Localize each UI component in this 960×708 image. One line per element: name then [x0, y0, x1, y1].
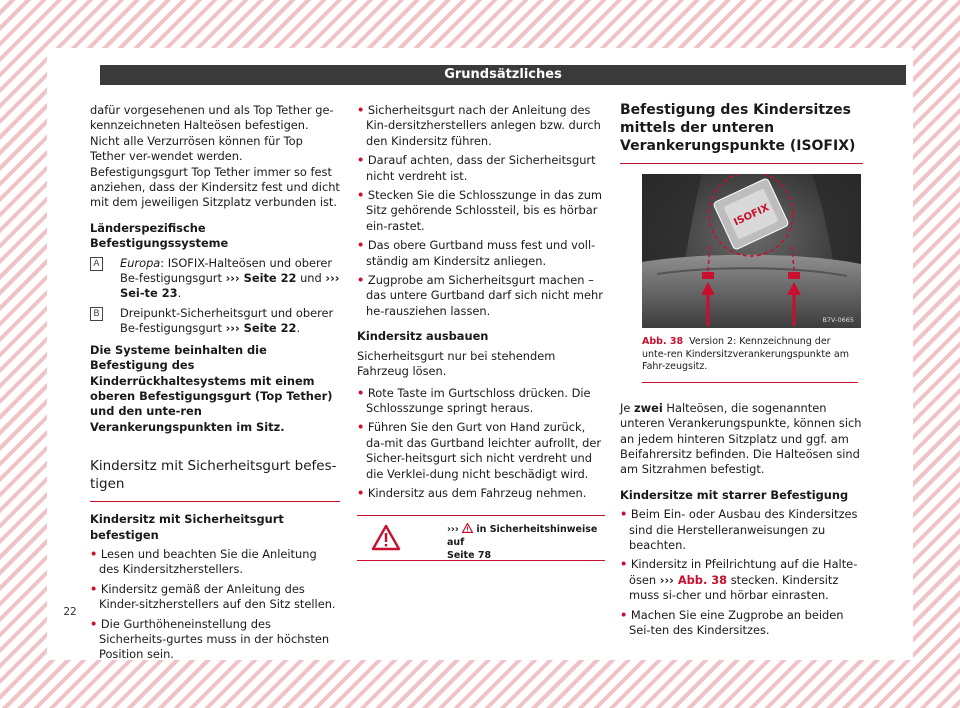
list-item: • Zugprobe am Sicherheitsgurt machen – das untere Gurtband darf sich nicht mehr he-rausziehen lassen.: [357, 273, 603, 318]
bullet-icon: •: [357, 385, 365, 400]
list-item: • Kindersitz aus dem Fahrzeug nehmen.: [357, 485, 587, 500]
link-arrow-icon: ›››: [325, 271, 340, 286]
list-item: • Sicherheitsgurt nach der Anleitung des Kin-dersitzherstellers anlegen bzw. durch den Kindersitz führen.: [357, 103, 601, 148]
page-number: 22: [57, 604, 83, 620]
link-seite-23[interactable]: Sei-te 23: [120, 286, 178, 301]
list-item: • Kindersitz in Pfeilrichtung auf die Halte-ösen ››› Abb. 38 stecken. Kindersitz muss si-cher und hörbar einrasten.: [620, 557, 858, 603]
marker-a-icon: A: [90, 257, 103, 271]
item-a-region: Europa: [120, 255, 161, 270]
figure-code: B7V-0665: [822, 316, 854, 324]
page: [47, 48, 913, 660]
link-seite-22-b[interactable]: Seite 22: [239, 321, 297, 336]
list-item: • Das obere Gurtband muss fest und voll-ständig am Kindersitz anliegen.: [357, 238, 596, 268]
link-arrow-icon: ›››: [225, 321, 240, 336]
column-right: [620, 103, 863, 642]
section-title-seatbelt: Kindersitz mit Sicherheitsgurt befes-tigen: [90, 457, 340, 502]
list-item: • Kindersitz gemäß der Anleitung des Kinder-sitzherstellers auf den Sitz stellen.: [90, 581, 336, 612]
item-b: B Dreipunkt-Sicherheitsgurt und oberer Be-festigungsgurt ››› Seite 22.: [90, 306, 340, 337]
bullet-icon: •: [620, 557, 628, 572]
figure-isofix-seat: [642, 174, 861, 328]
isofix-label: ISOFIX: [732, 202, 772, 229]
warning-small-icon: [462, 523, 473, 533]
bullet-icon: •: [357, 188, 365, 203]
list-item: • Die Gurthöheneinstellung des Sicherheits-gurtes muss in der höchsten Position sein.: [90, 616, 330, 662]
item-a: A Europa: ISOFIX-Halteösen und oberer Be-festigungsgurt ››› Seite 22 und ››› Sei-te 23.: [90, 256, 340, 302]
list-item: • Beim Ein- oder Ausbau des Kindersitzes sind die Herstelleranweisungen zu beachten.: [620, 507, 858, 553]
list-item: • Führen Sie den Gurt von Hand zurück, da-mit das Gurtband leichter aufrollt, der Sicher-heitsgurt sich nicht verdreht und die Verklei-dung nicht beschädigt wird.: [357, 420, 602, 481]
figure-caption: Abb. 38 Version 2: Kennzeichnung der unte-ren Kindersitzverankerungspunkte am Fahr-zeugsitz.: [642, 336, 858, 383]
list-item: • Stecken Sie die Schlosszunge in das zum Sitz gehörende Schlossteil, bis es hörbar ein-rastet.: [357, 188, 603, 233]
link-seite-22[interactable]: Seite 22: [239, 271, 297, 286]
bullet-icon: •: [90, 546, 98, 561]
bullet-icon: •: [357, 485, 365, 500]
anchor-paragraph: Je zwei Halteösen, die sogenannten unteren Verankerungspunkte, können sich an jedem hinteren Sitzplatz und ggf. am Beifahrersitz befinden. Die Halteösen sind am Sitzrahmen befestigt.: [620, 400, 862, 477]
link-arrow-icon: ›››: [225, 271, 240, 286]
figure-number: Abb. 38: [642, 336, 684, 347]
remove-seat-heading: Kindersitz ausbauen: [357, 329, 489, 344]
bullet-icon: •: [357, 153, 365, 168]
list-item: • Machen Sie eine Zugprobe an beiden Sei-ten des Kindersitzes.: [620, 607, 844, 638]
bullet-icon: •: [357, 420, 365, 435]
remove-seat-paragraph: Sicherheitsgurt nur bei stehendem Fahrzeug lösen.: [357, 348, 556, 379]
column-middle: [357, 103, 605, 561]
bullet-icon: •: [357, 103, 365, 117]
bullet-icon: •: [357, 238, 365, 253]
intro-paragraph: dafür vorgesehenen und als Top Tether ge-kennzeichneten Halteösen befestigen. Nicht alle Verzurrösen können für Top Tether ver-wendet werden. Befestigungsgurt Top Tether immer so fest anziehen, dass der Kindersitz fest und dicht mit dem jeweiligen Sitzplatz verbunden ist.: [90, 103, 340, 210]
bullet-icon: •: [90, 616, 98, 631]
list-item: • Darauf achten, dass der Sicherheitsgurt nicht verdreht ist.: [357, 153, 596, 183]
marker-b-icon: B: [90, 307, 103, 321]
seatbelt-subheading: Kindersitz mit Sicherheitsgurt befestigen: [90, 512, 284, 542]
page-header: Grundsätzliches: [100, 65, 906, 85]
country-systems-heading: Länderspezifische Befestigungssysteme: [90, 220, 229, 251]
seat-illustration: [642, 174, 861, 328]
list-item: • Lesen und beachten Sie die Anleitung des Kindersitzherstellers.: [90, 546, 317, 577]
warning-triangle-icon: [371, 524, 401, 551]
list-item: • Rote Taste im Gurtschloss drücken. Die Schlosszunge springt heraus.: [357, 385, 591, 415]
link-abb-38[interactable]: Abb. 38: [673, 572, 728, 587]
bullet-icon: •: [620, 607, 628, 622]
systems-note: Die Systeme beinhalten die Befestigung des Kinderrückhaltesystems mit einem oberen Befestigungsgurt (Top Tether) und den unte-ren Verankerungspunkten im Sitz.: [90, 342, 333, 434]
link-arrow-icon: ›››: [447, 524, 459, 536]
isofix-heading: Befestigung des Kindersitzes mittels der unteren Verankerungspunkte (ISOFIX): [620, 101, 863, 164]
column-left: [90, 103, 340, 667]
link-arrow-icon: ›››: [659, 572, 674, 587]
bullet-icon: •: [90, 581, 98, 596]
safety-notice-link[interactable]: ››› in Sicherheitshinweise auf Seite 78: [447, 524, 598, 562]
safety-notice-box: [357, 515, 605, 561]
rigid-seat-heading: Kindersitze mit starrer Befestigung: [620, 487, 849, 502]
bullet-icon: •: [357, 273, 365, 288]
bullet-icon: •: [620, 507, 628, 522]
